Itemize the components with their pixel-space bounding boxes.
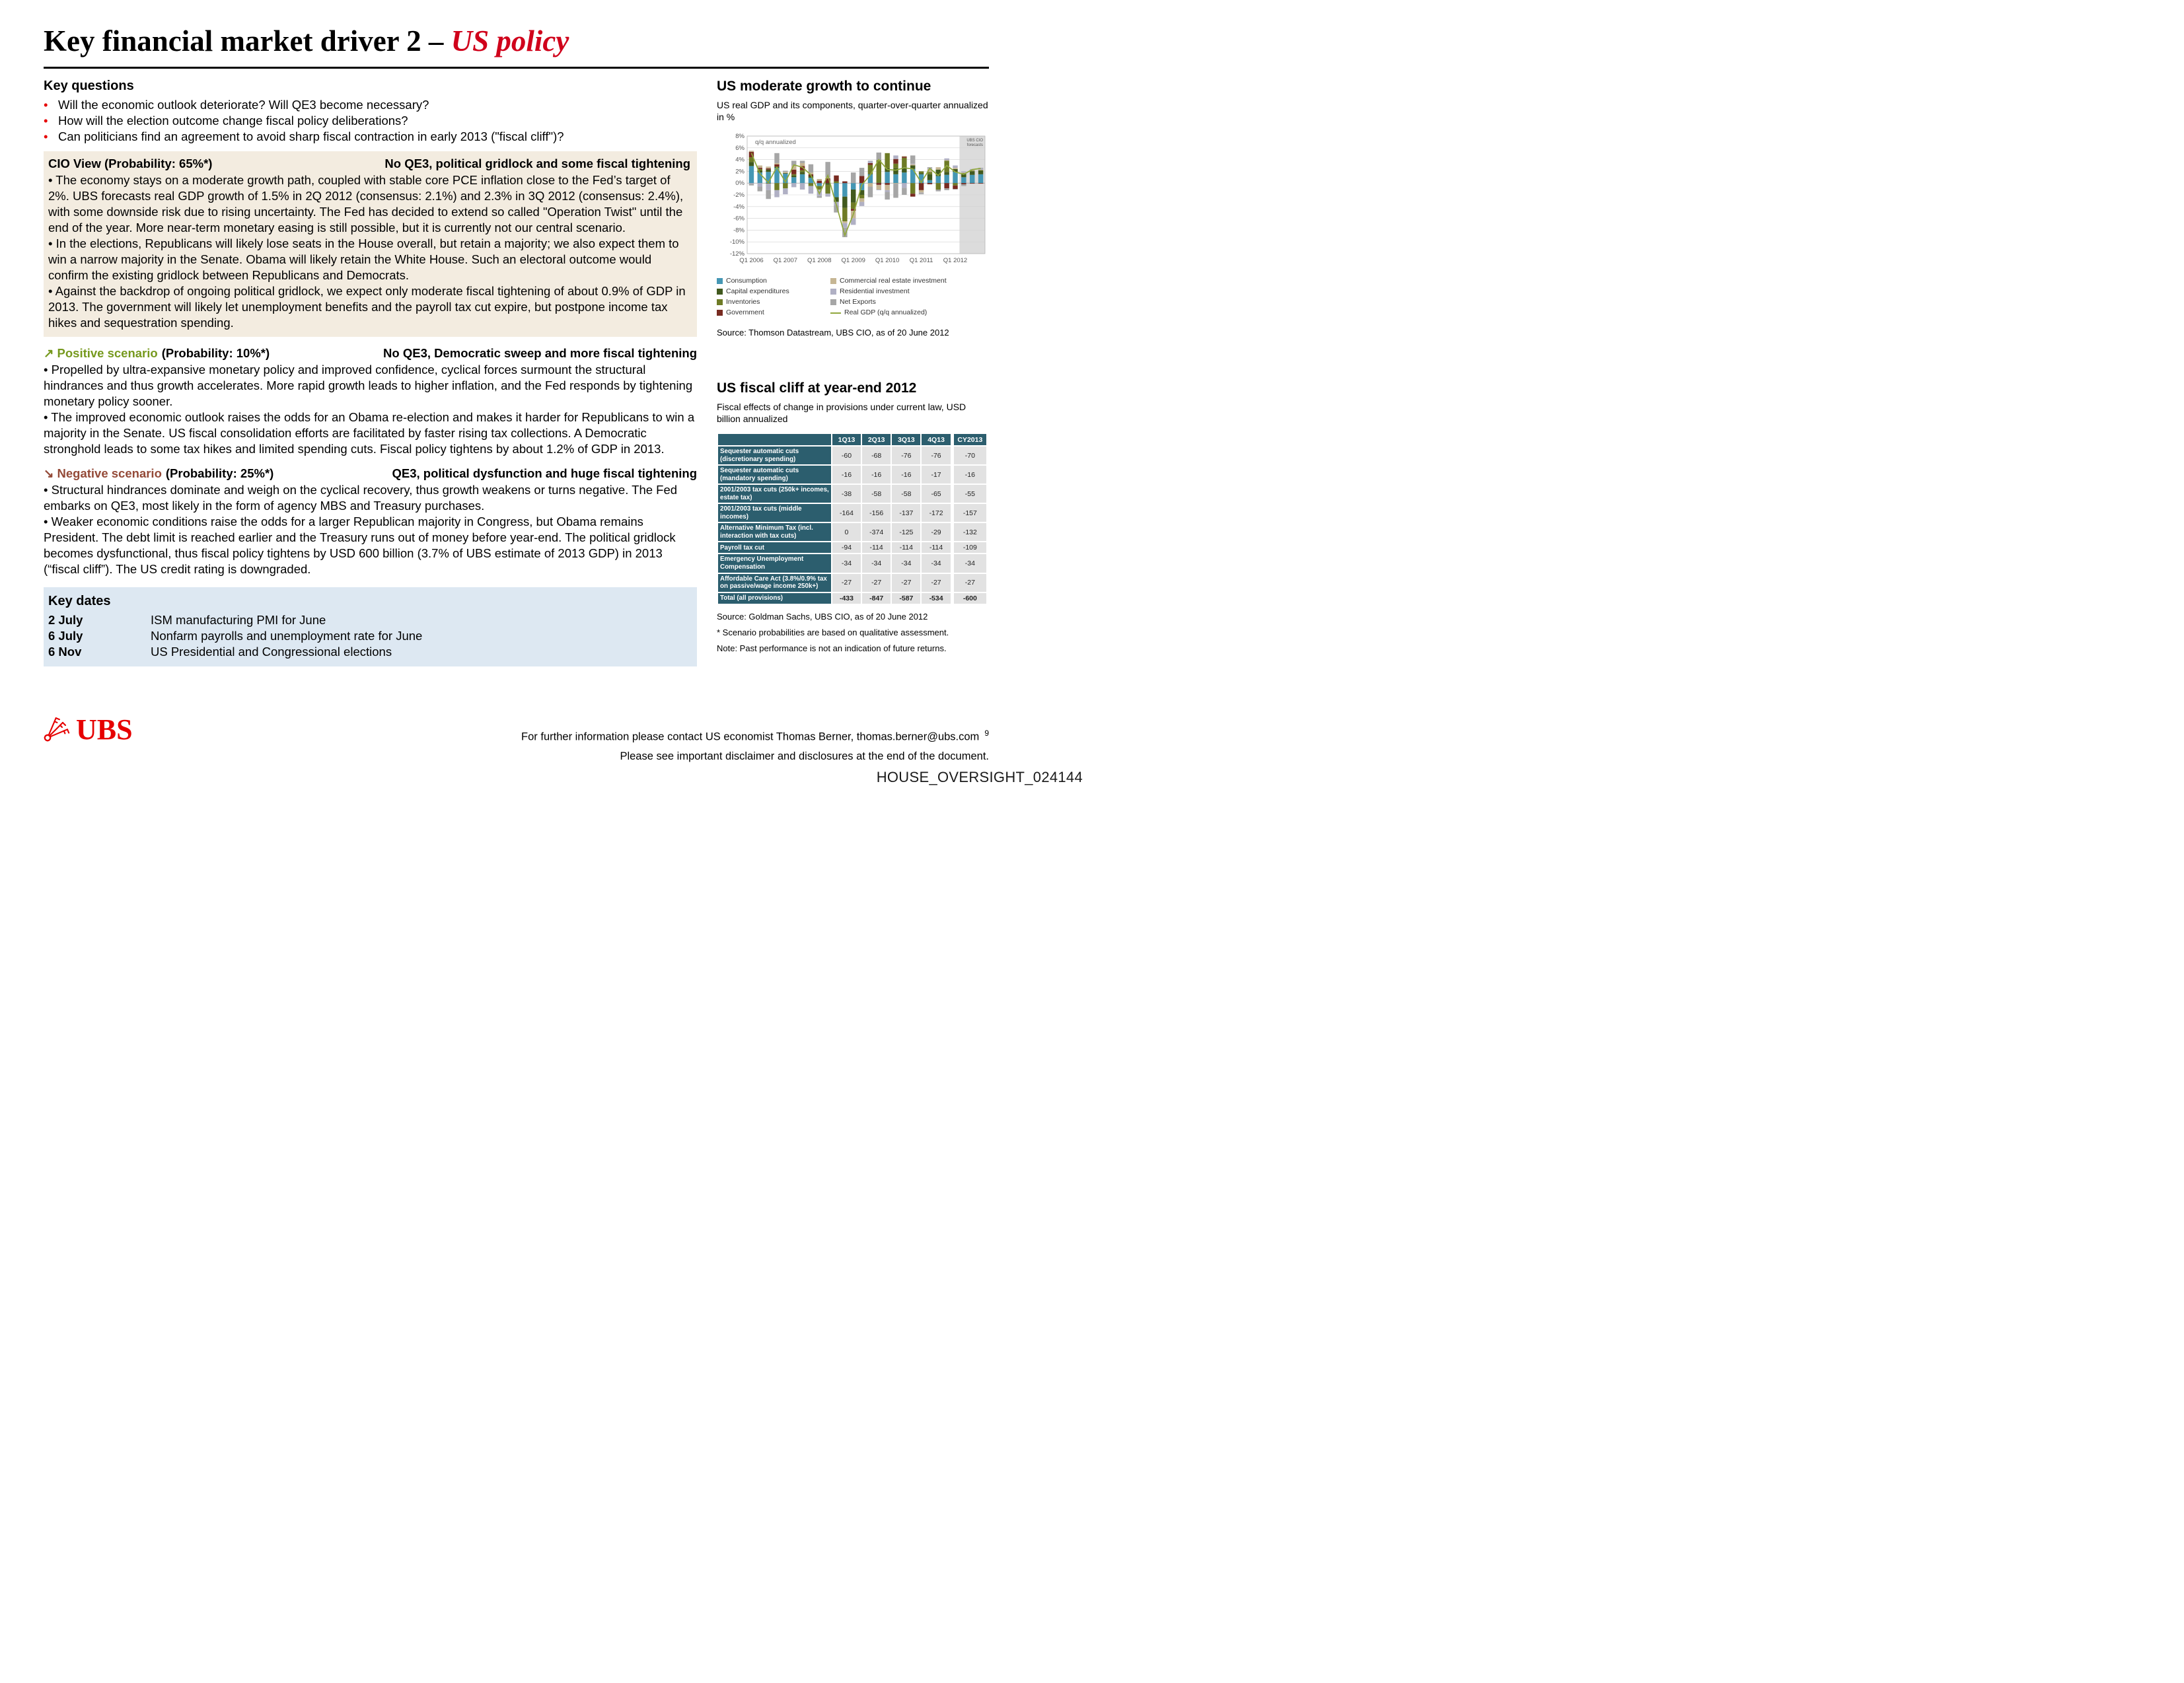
legend-label: Net Exports (840, 298, 876, 306)
growth-heading: US moderate growth to continue (717, 79, 931, 94)
negative-scenario-label: Negative scenario (57, 466, 162, 480)
up-right-arrow-icon: ↗ (44, 346, 54, 360)
key-questions-section (44, 78, 697, 145)
svg-text:Q1 2008: Q1 2008 (807, 257, 832, 264)
table-value-cell: 0 (832, 523, 861, 541)
positive-scenario-section (44, 345, 697, 457)
key-dates-heading: Key dates (48, 594, 111, 608)
table-value-cell: -60 (832, 447, 861, 464)
table-value-cell: -114 (862, 542, 891, 553)
key-date-row (48, 612, 690, 628)
cio-view-header (48, 156, 690, 172)
legend-item (830, 287, 947, 296)
table-column-header: CY2013 (952, 434, 986, 445)
negative-scenario-headline: QE3, political dysfunction and huge fiscal tightening (392, 466, 697, 480)
table-value-cell: -164 (832, 504, 861, 522)
table-value-cell: -68 (862, 447, 891, 464)
legend-swatch-icon (717, 278, 723, 284)
legend-label: Consumption (726, 277, 767, 285)
negative-scenario-bullets (44, 482, 697, 577)
table-corner-cell (718, 434, 831, 445)
legend-label: Capital expenditures (726, 287, 789, 295)
chart-legend (717, 277, 989, 317)
table-row (718, 466, 986, 483)
svg-text:Q1 2012: Q1 2012 (943, 257, 968, 264)
table-column-header: 4Q13 (922, 434, 950, 445)
bullet-paragraph: • In the elections, Republicans will likely lose seats in the House overall, but retain a majority; we also expect them to win a narrow majority in the Senate. Obama will likely retain the White House. Such an electoral outcome would confirm the existing gridlock between Republicans and Democrats. (48, 236, 690, 283)
legend-label: Inventories (726, 298, 760, 306)
table-column-header: 1Q13 (832, 434, 861, 445)
key-date-event: ISM manufacturing PMI for June (151, 613, 326, 627)
fiscal-cliff-section (717, 380, 989, 653)
legend-item (717, 308, 830, 317)
row-label: Emergency Unemployment Compensation (718, 554, 831, 572)
svg-text:4%: 4% (735, 156, 745, 164)
svg-text:-10%: -10% (729, 238, 745, 246)
svg-text:6%: 6% (735, 144, 745, 152)
table-value-cell: -58 (862, 485, 891, 503)
negative-scenario-section (44, 466, 697, 577)
key-date: 2 July (48, 613, 83, 627)
key-question-text: How will the election outcome change fiscal policy deliberations? (58, 114, 408, 127)
title-accent: US policy (451, 24, 569, 57)
table-value-cell: -38 (832, 485, 861, 503)
ubs-logo (41, 715, 133, 745)
row-label: Payroll tax cut (718, 542, 831, 553)
table-value-cell: -156 (862, 504, 891, 522)
table-value-cell: -433 (832, 593, 861, 604)
table-value-cell: -76 (922, 447, 950, 464)
table-value-cell: -27 (892, 574, 920, 592)
table-row (718, 574, 986, 592)
red-bullet-icon: • (44, 114, 48, 127)
table-value-cell: -137 (892, 504, 920, 522)
key-date-row (48, 644, 690, 660)
legend-label: Government (726, 308, 764, 316)
positive-scenario-headline: No QE3, Democratic sweep and more fiscal tightening (383, 346, 697, 360)
title-main: Key financial market driver 2 – (44, 24, 451, 57)
legend-column (830, 277, 947, 317)
red-bullet-icon: • (44, 98, 48, 112)
table-value-cell: -34 (832, 554, 861, 572)
positive-scenario-probability: (Probability: 10%*) (161, 346, 270, 360)
contact-line (521, 727, 989, 744)
ubs-keys-icon (41, 715, 71, 745)
row-label: Total (all provisions) (718, 593, 831, 604)
bates-stamp: HOUSE_OVERSIGHT_024144 (876, 769, 1083, 785)
svg-text:forecasts: forecasts (966, 143, 983, 147)
svg-text:q/q annualized: q/q annualized (755, 139, 796, 146)
table-value-cell: -114 (922, 542, 950, 553)
positive-scenario-label: Positive scenario (57, 346, 158, 360)
legend-swatch-icon (830, 278, 836, 284)
table-value-cell: -16 (862, 466, 891, 483)
cio-view-section (44, 151, 697, 337)
svg-text:-12%: -12% (729, 250, 745, 258)
legend-label: Commercial real estate investment (840, 277, 947, 285)
legend-swatch-icon (717, 289, 723, 295)
key-question-item (44, 113, 697, 129)
positive-scenario-bullets (44, 362, 697, 457)
svg-text:8%: 8% (735, 133, 745, 140)
table-value-cell: -847 (862, 593, 891, 604)
table-value-cell: -534 (922, 593, 950, 604)
negative-scenario-probability: (Probability: 25%*) (165, 466, 274, 480)
legend-item (830, 277, 947, 285)
table-value-cell: -132 (952, 523, 986, 541)
svg-text:0%: 0% (735, 180, 745, 188)
row-label: Sequester automatic cuts (discretionary spending) (718, 447, 831, 464)
svg-text:UBS CIO: UBS CIO (966, 139, 983, 143)
table-row (718, 542, 986, 553)
right-column (717, 78, 989, 666)
table-value-cell: -27 (922, 574, 950, 592)
fiscal-heading: US fiscal cliff at year-end 2012 (717, 380, 917, 396)
page-number: 9 (984, 729, 989, 738)
table-column-header: 2Q13 (862, 434, 891, 445)
table-value-cell: -70 (952, 447, 986, 464)
row-label: 2001/2003 tax cuts (middle incomes) (718, 504, 831, 522)
legend-label: Real GDP (q/q annualized) (844, 308, 928, 316)
key-date: 6 Nov (48, 645, 82, 659)
disclaimer-text: Please see important disclaimer and disclosures at the end of the document. (620, 750, 989, 762)
cio-view-label: CIO View (Probability: 65%*) (48, 157, 213, 170)
table-value-cell: -34 (952, 554, 986, 572)
key-date-event: US Presidential and Congressional elections (151, 645, 392, 659)
cio-view-headline: No QE3, political gridlock and some fiscal tightening (384, 157, 690, 170)
table-value-cell: -27 (862, 574, 891, 592)
table-column-header: 3Q13 (892, 434, 920, 445)
table-value-cell: -172 (922, 504, 950, 522)
legend-item (830, 298, 947, 306)
footnote-scenario: * Scenario probabilities are based on qualitative assessment. (717, 627, 949, 637)
key-questions-list (44, 97, 697, 145)
svg-text:-8%: -8% (733, 227, 745, 234)
table-value-cell: -374 (862, 523, 891, 541)
table-value-cell: -76 (892, 447, 920, 464)
table-value-cell: -125 (892, 523, 920, 541)
legend-swatch-icon (717, 310, 723, 316)
footer-text (521, 727, 989, 763)
red-bullet-icon: • (44, 129, 48, 143)
svg-text:-2%: -2% (733, 192, 745, 199)
left-column (44, 78, 697, 666)
legend-swatch-icon (830, 312, 841, 314)
table-row (718, 447, 986, 464)
svg-text:Q1 2006: Q1 2006 (739, 257, 764, 264)
key-date: 6 July (48, 629, 83, 643)
key-question-text: Can politicians find an agreement to avoid sharp fiscal contraction in early 2013 ("fiscal cliff")? (58, 129, 564, 143)
legend-swatch-icon (830, 299, 836, 305)
legend-item (717, 287, 830, 296)
table-value-cell: -55 (952, 485, 986, 503)
growth-subtitle: US real GDP and its components, quarter-over-quarter annualized in % (717, 100, 988, 122)
key-question-item (44, 129, 697, 145)
legend-label: Residential investment (840, 287, 910, 295)
legend-column (717, 277, 830, 317)
table-value-cell: -16 (892, 466, 920, 483)
table-value-cell: -94 (832, 542, 861, 553)
table-value-cell: -114 (892, 542, 920, 553)
table-row (718, 593, 986, 604)
table-row (718, 504, 986, 522)
legend-item (717, 277, 830, 285)
cio-view-bullets (48, 172, 690, 331)
content-area (44, 78, 989, 666)
key-dates-list (48, 612, 690, 660)
bullet-paragraph: • Weaker economic conditions raise the odds for a larger Republican majority in Congress, but Obama remains President. The debt limit is reached earlier and the Treasury runs out of money before year-end. The political gridlock becomes dysfunctional, thus fiscal policy tightens by USD 600 billion (3.7% of UBS estimate of 2013 GDP) in 2013 (“fiscal cliff”). The US credit rating is downgraded. (44, 514, 697, 577)
gdp-components-chart (717, 131, 989, 274)
positive-scenario-header (44, 345, 697, 361)
legend-item (830, 308, 947, 317)
legend-item (717, 298, 830, 306)
table-value-cell: -27 (832, 574, 861, 592)
table-row (718, 554, 986, 572)
table-row (718, 485, 986, 503)
fiscal-cliff-table (717, 433, 988, 605)
growth-source: Source: Thomson Datastream, UBS CIO, as of 20 June 2012 (717, 328, 949, 338)
svg-text:2%: 2% (735, 168, 745, 176)
bullet-paragraph: • The economy stays on a moderate growth path, coupled with stable core PCE inflation close to the Fed’s target of 2%. UBS forecasts real GDP growth of 1.5% in 2Q 2012 (consensus: 2.1%) and 2.3% in 3Q 2012 (consensus: 2.4%), with some downside risk due to rising uncertainty. The Fed has decided to extend so called "Operation Twist" until the end of the year. More near-term monetary easing is still possible, but it is currently not our central scenario. (48, 172, 690, 236)
slide-page (0, 0, 1092, 842)
svg-text:Q1 2007: Q1 2007 (773, 257, 798, 264)
bullet-paragraph: • Propelled by ultra-expansive monetary policy and improved confidence, cyclical forces surmount the structural hindrances and thus growth accelerates. More rapid growth leads to higher inflation, and the Fed responds by tightening monetary policy sooner. (44, 362, 697, 410)
key-question-text: Will the economic outlook deteriorate? Will QE3 become necessary? (58, 98, 429, 112)
fiscal-source: Source: Goldman Sachs, UBS CIO, as of 20 June 2012 (717, 611, 928, 622)
table-header-row (718, 434, 986, 445)
row-label: 2001/2003 tax cuts (250k+ incomes, estate tax) (718, 485, 831, 503)
table-value-cell: -600 (952, 593, 986, 604)
bullet-paragraph: • The improved economic outlook raises the odds for an Obama re-election and makes it harder for Republicans to win a majority in the Senate. US fiscal consolidation efforts are facilitated by faster rising tax collections. A Democratic stronghold leads to some tax hikes and limited spending cuts. Fiscal policy tightens by about 1.2% of GDP in 2013. (44, 410, 697, 457)
svg-text:Q1 2009: Q1 2009 (841, 257, 865, 264)
page-title (44, 24, 569, 58)
legend-swatch-icon (830, 289, 836, 295)
fiscal-subtitle: Fiscal effects of change in provisions under current law, USD billion annualized (717, 402, 966, 424)
down-right-arrow-icon: ↘ (44, 466, 54, 480)
table-value-cell: -587 (892, 593, 920, 604)
table-value-cell: -29 (922, 523, 950, 541)
bullet-paragraph: • Structural hindrances dominate and weigh on the cyclical recovery, thus growth weakens or turns negative. The Fed embarks on QE3, most likely in the form of agency MBS and Treasury purchases. (44, 482, 697, 514)
key-questions-heading: Key questions (44, 79, 134, 93)
table-value-cell: -157 (952, 504, 986, 522)
title-rule (44, 67, 989, 69)
row-label: Sequester automatic cuts (mandatory spending) (718, 466, 831, 483)
svg-text:Q1 2011: Q1 2011 (909, 257, 933, 264)
negative-scenario-header (44, 466, 697, 482)
table-value-cell: -58 (892, 485, 920, 503)
table-value-cell: -16 (952, 466, 986, 483)
table-value-cell: -34 (892, 554, 920, 572)
legend-swatch-icon (717, 299, 723, 305)
table-value-cell: -27 (952, 574, 986, 592)
row-label: Affordable Care Act (3.8%/0.9% tax on passive/wage income 250k+) (718, 574, 831, 592)
key-date-row (48, 628, 690, 644)
gdp-chart-svg (717, 131, 989, 271)
table-value-cell: -16 (832, 466, 861, 483)
key-dates-section (44, 587, 697, 666)
svg-text:-4%: -4% (733, 203, 745, 211)
ubs-wordmark: UBS (76, 713, 133, 746)
row-label: Alternative Minimum Tax (incl. interaction with tax cuts) (718, 523, 831, 541)
table-row (718, 523, 986, 541)
key-question-item (44, 97, 697, 113)
key-date-event: Nonfarm payrolls and unemployment rate for June (151, 629, 423, 643)
table-value-cell: -17 (922, 466, 950, 483)
table-value-cell: -109 (952, 542, 986, 553)
table-value-cell: -34 (862, 554, 891, 572)
contact-text: For further information please contact US economist Thomas Berner, thomas.berner@ubs.com (521, 731, 980, 743)
svg-text:-6%: -6% (733, 215, 745, 223)
table-value-cell: -65 (922, 485, 950, 503)
table-value-cell: -34 (922, 554, 950, 572)
bullet-paragraph: • Against the backdrop of ongoing political gridlock, we expect only moderate fiscal tightening of about 0.9% of GDP in 2013. The government will likely let unemployment benefits and the payroll tax cut expire, but postpone income tax hikes and sequestration spending. (48, 283, 690, 331)
svg-text:Q1 2010: Q1 2010 (875, 257, 900, 264)
footnote-past-performance: Note: Past performance is not an indication of future returns. (717, 643, 947, 653)
